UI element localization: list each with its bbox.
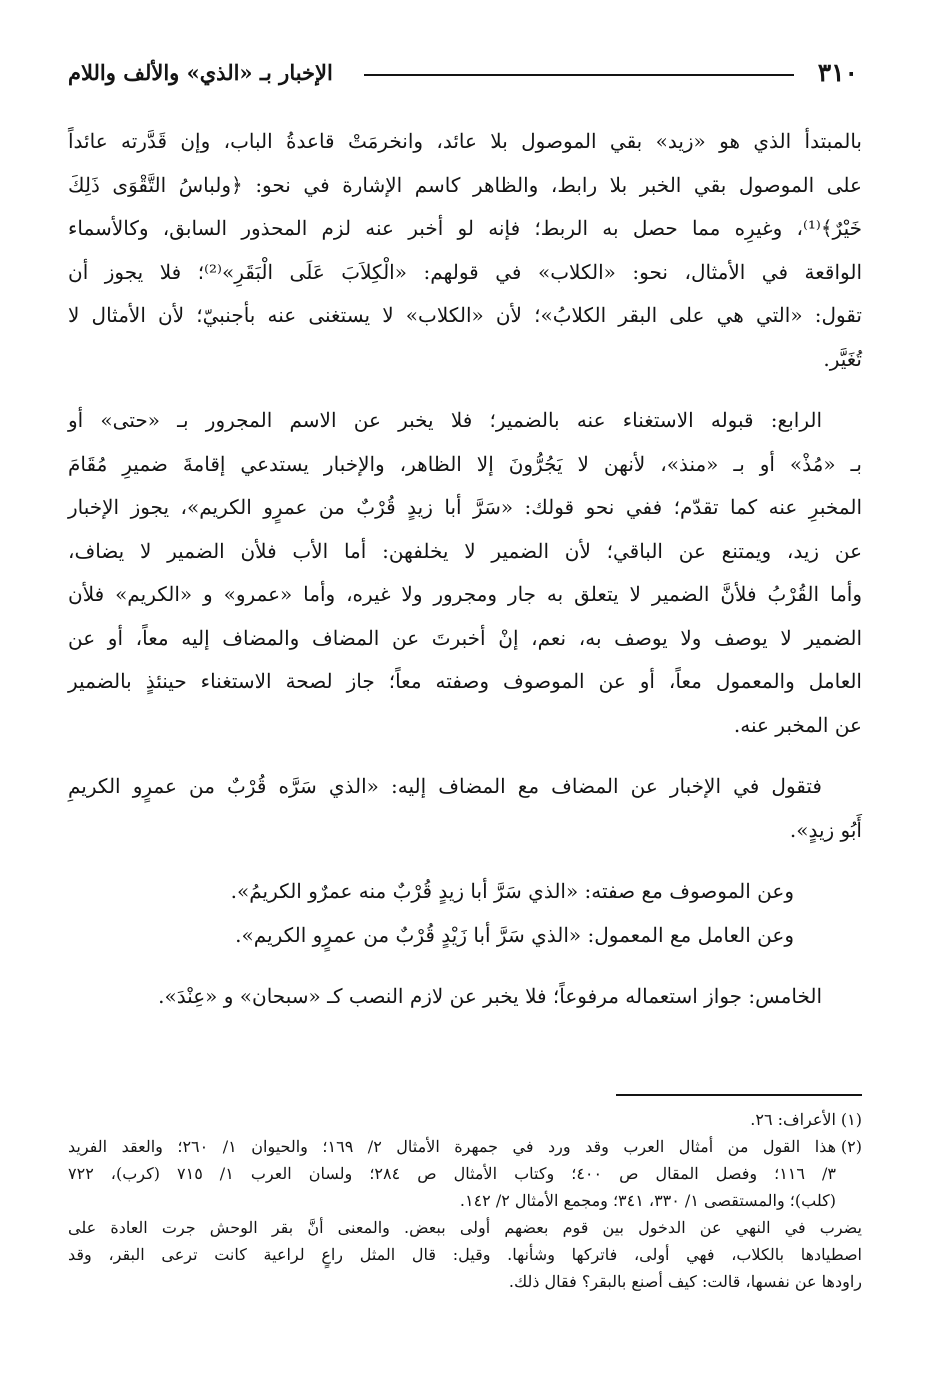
footnote-separator: [616, 1094, 862, 1096]
footnote-line: يضرب في النهي عن الدخول بين قوم بعضهم أولى ببعض. والمعنى أنَّ بقر الوحش جرت العادة على: [68, 1218, 862, 1237]
example-governor-with-governed: [68, 914, 862, 958]
text-line: عن المخبر عنه.: [733, 712, 862, 737]
text-line: خَيْرٌ﴾⁽¹⁾، وغيرِه مما حصل به الربط؛ فإنه لو أخبر عنه لزم المحذور السابق، وكالأسماء: [68, 216, 862, 240]
footnote-number: (١): [840, 1110, 862, 1129]
paragraph-5: [68, 975, 862, 1019]
footnote-text: [68, 1133, 836, 1214]
footnote-2-explanation: [68, 1214, 862, 1295]
text-line: وأما القُرْبُ فلأنَّ الضمير لا يتعلق به جار ومجرور ولا غيره، وأما «عمرو» و «الكريم» فلأن: [68, 582, 862, 606]
text-line: تقول: «التي هي على البقر الكلابُ»؛ لأن «الكلاب» لا يستغنى عنه بأجنبيّ؛ لأن الأمثال لا: [68, 303, 862, 327]
text-line: فتقول في الإخبار عن المضاف مع المضاف إليه: «الذي سَرَّه قُرْبٌ من عمرٍو الكريمِ: [68, 774, 822, 798]
text-line: وعن الموصوف مع صفته: «الذي سَرَّ أبا زيدٍ قُرْبٌ منه عمرٌو الكريمُ».: [230, 879, 794, 903]
body-text: [68, 120, 862, 1019]
running-title: الإخبار بـ «الذي» والألف واللام: [68, 60, 333, 85]
text-line: عن زيد، ويمتنع عن الباقي؛ لأن الضمير لا يخلفهن: أما الأب فلأن الضمير لا يضاف،: [68, 538, 862, 563]
footnote-1: [68, 1106, 862, 1133]
text-line: أَبُو زيدٍ».: [789, 817, 862, 842]
footnote-line: اصطيادها بالكلاب، فهي أولى، فاتركها وشأنها. وقيل: قال المثل راعٍ لراعية كانت ترعى البقر، وقد: [68, 1245, 862, 1264]
footnote-line: ٣/ ١١٦؛ وفصل المقال ص ٤٠٠؛ وكتاب الأمثال ص ٢٨٤؛ ولسان العرب ١/ ٧١٥ (كرب)، ٧٢٢: [68, 1164, 836, 1183]
footnote-line: (كلب)؛ والمستقصى ١/ ٣٣٠، ٣٤١؛ ومجمع الأمثال ٢/ ١٤٢.: [459, 1191, 836, 1210]
text-line: بالمبتدأ الذي هو «زيد» بقي الموصول بلا عائد، وانخرمَتْ قاعدةُ الباب، وإن قَدَّرته عائداً: [68, 129, 862, 153]
page-number: ٣١٠: [817, 58, 858, 87]
footnotes: [68, 1106, 862, 1295]
paragraph-3: [68, 765, 862, 852]
text-line: المخبرِ عنه كما تقدّم؛ ففي نحو قولك: «سَرَّ أبا زيدٍ قُرْبٌ من عمرٍو الكريم»، يجوز الإخبار: [68, 495, 862, 519]
text-line: بـ «مُذْ» أو بـ «منذ»، لأنهن لا يَجُرُّونَ إلا الظاهر، والإخبار يستدعي إقامةَ ضميرِ مُقَامَ: [68, 451, 862, 476]
text-line: الخامس: جواز استعماله مرفوعاً؛ فلا يخبر عن لازم النصب كـ «سبحان» و «عِنْدَ».: [158, 984, 822, 1008]
paragraph-2: [68, 399, 862, 747]
text-line: وعن العامل مع المعمول: «الذي سَرَّ أبا زَيْدٍ قُرْبٌ من عمرٍو الكريم».: [235, 922, 794, 947]
paragraph-1: [68, 120, 862, 381]
text-line: الواقعة في الأمثال، نحو: «الكلاب» في قولهم: «الْكِلاَبَ عَلَى الْبَقَرِ»⁽²⁾؛ فلا يجوز أن: [68, 259, 863, 284]
text-line: تُغَيَّر.: [823, 346, 862, 371]
footnote-text: الأعراف: ٢٦.: [750, 1110, 836, 1129]
text-line: العامل والمعمول معاً، أو عن الموصوف وصفته معاً؛ جاز لصحة الاستغناء حينئذٍ بالضمير: [68, 669, 862, 693]
running-header: [68, 56, 858, 96]
example-described-with-adjective: [68, 870, 862, 914]
text-line: الضمير لا يوصف ولا يوصف به، نعم، إنْ أخبرتَ عن المضاف والمضاف إليه معاً، أو عن: [68, 625, 862, 650]
footnote-line: هذا القول من أمثال العرب وقد ورد في جمهرة الأمثال ٢/ ١٦٩؛ والحيوان ١/ ٢٦٠؛ والعقد الفريد: [68, 1137, 836, 1156]
footnote-number: (٢): [840, 1137, 862, 1156]
text-line: الرابع: قبوله الاستغناء عنه بالضمير؛ فلا يخبر عن الاسم المجرور بـ «حتى» أو: [68, 408, 822, 432]
text-line: على الموصول بقي الخبر بلا رابط، والظاهر كاسم الإشارة في نحو: ﴿ولباسُ التَّقْوَى ذَلِكَ: [68, 172, 862, 197]
footnote-2: [68, 1133, 862, 1214]
footnote-line: راودها عن نفسها، قالت: كيف أصنع بالبقر؟ فقال ذلك.: [508, 1272, 862, 1291]
header-rule: [364, 74, 794, 76]
